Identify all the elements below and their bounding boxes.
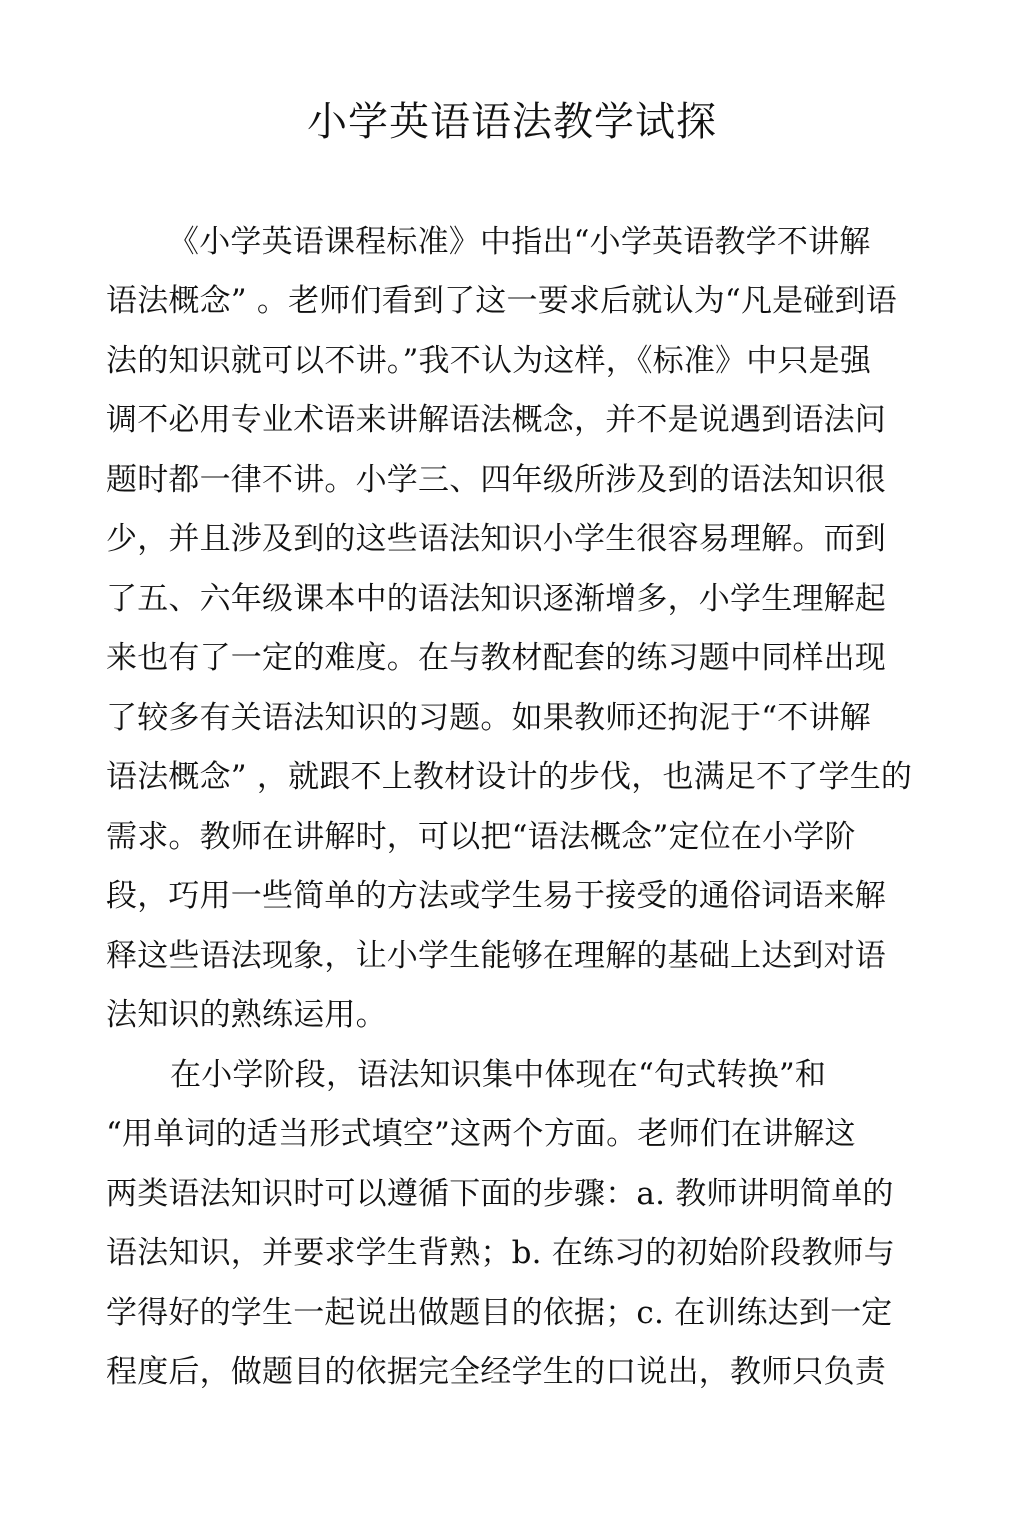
text-line: 释这些语法现象，让小学生能够在理解的基础上达到对语 [106, 938, 886, 974]
text-line: 段，巧用一些简单的方法或学生易于接受的通俗词语来解 [106, 878, 886, 914]
text-line: 来也有了一定的难度。在与教材配套的练习题中同样出现 [106, 640, 886, 676]
text-line: 法知识的熟练运用。 [106, 997, 387, 1033]
document-title: 小学英语语法教学试探 [307, 99, 717, 145]
text-line: 题时都一律不讲。小学三、四年级所涉及到的语法知识很 [106, 462, 886, 498]
text-line: 两类语法知识时可以遵循下面的步骤：a. 教师讲明简单的 [106, 1176, 894, 1212]
text-line: 语法知识，并要求学生背熟；b. 在练习的初始阶段教师与 [106, 1235, 895, 1271]
text-line: 了五、六年级课本中的语法知识逐渐增多，小学生理解起 [106, 581, 886, 617]
text-line: 了较多有关语法知识的习题。如果教师还拘泥于“不讲解 [106, 700, 871, 736]
text-line: 语法概念” ，就跟不上教材设计的步伐，也满足不了学生的 [106, 759, 913, 795]
text-line: 学得好的学生一起说出做题目的依据；c. 在训练达到一定 [106, 1295, 893, 1331]
text-line: 需求。教师在讲解时，可以把“语法概念”定位在小学阶 [106, 819, 856, 855]
text-line: 语法概念” 。老师们看到了这一要求后就认为“凡是碰到语 [106, 283, 897, 319]
text-line: 少，并且涉及到的这些语法知识小学生很容易理解。而到 [106, 521, 886, 557]
text-line: “用单词的适当形式填空”这两个方面。老师们在讲解这 [106, 1116, 856, 1152]
text-line: 《小学英语课程标准》中指出“小学英语教学不讲解 [168, 224, 871, 260]
text-line: 程度后，做题目的依据完全经学生的口说出，教师只负责 [106, 1354, 886, 1390]
text-line: 法的知识就可以不讲。”我不认为这样，《标准》中只是强 [106, 343, 872, 379]
text-line: 调不必用专业术语来讲解语法概念，并不是说遇到语法问 [106, 402, 886, 438]
text-line: 在小学阶段，语法知识集中体现在“句式转换”和 [170, 1057, 827, 1093]
